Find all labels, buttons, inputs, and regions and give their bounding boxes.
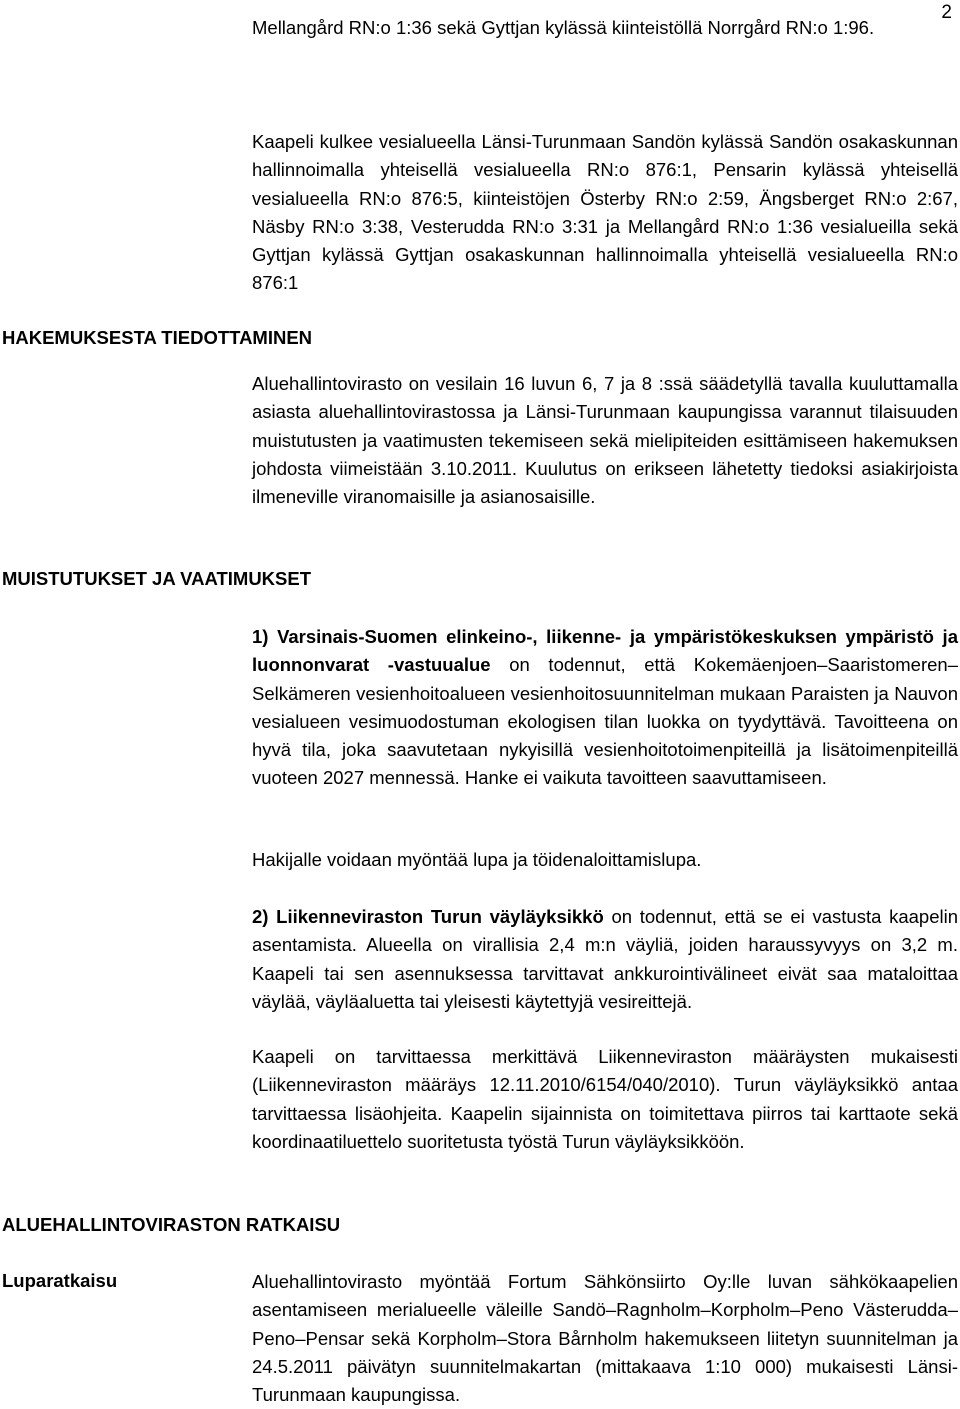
decision-subheading: Luparatkaisu	[2, 1270, 118, 1291]
remarks-heading: MUISTUTUKSET JA VAATIMUKSET	[2, 568, 312, 589]
remark-item-1-title: 1) Varsinais-Suomen elinkeino-, liikenne- ja ympäristökeskuksen ympäristö ja luonnonvarat -vastuualue	[252, 626, 958, 676]
remark-item-2	[252, 903, 958, 1016]
remark-item-2-text: on todennut, että se ei vastusta kaapelin asentamista. Alueella on virallisia 2,4 m:n väyliä, joiden haraussyvyys on 3,2 m. Kaapeli tai sen asennuksessa tarvittavat ankkurointivälineet eivät saa mataloittaa väylää, väyläaluetta tai yleisesti käytettyjä vesireittejä.	[252, 906, 959, 1012]
remark-item-1-text: on todennut, että Kokemäenjoen–Saaristomeren–Selkämeren vesienhoitoalueen vesienhoitosuunnitelman mukaan Paraisten ja Nauvon vesialueen vesimuodostuman ekologisen tilan luokka on tyydyttävä. Tavoitteena on hyvä tila, joka saavutetaan nykyisillä vesienhoitotoimenpiteillä ja lisätoimenpiteillä vuoteen 2027 mennessä. Hanke ei vaikuta tavoitteen saavuttamiseen.	[252, 654, 958, 789]
page-number: 2	[941, 2, 952, 23]
remark-item-2-followup: Kaapeli on tarvittaessa merkittävä Liikenneviraston määräysten mukaisesti (Liikenneviraston määräys 12.11.2010/6154/040/2010). Turun väyläyksikkö antaa tarvittaessa lisäohjeita. Kaapelin sijainnista on toimitettava piirros tai karttaote sekä koordinaatiluettelo suoritetusta työstä Turun väyläyksikköön.	[252, 1046, 958, 1152]
remark-item-1-conclusion: Hakijalle voidaan myöntää lupa ja töidenaloittamislupa.	[252, 849, 702, 870]
remark-item-1	[252, 623, 958, 793]
remark-item-2-title: 2) Liikenneviraston Turun väyläyksikkö	[252, 906, 604, 927]
notification-heading: HAKEMUKSESTA TIEDOTTAMINEN	[2, 327, 313, 348]
notification-paragraph: Aluehallintovirasto on vesilain 16 luvun 6, 7 ja 8 :ssä säädetyllä tavalla kuuluttamalla asiasta aluehallintovirastossa ja Länsi-Turunmaan kaupungissa varannut tilaisuuden muistutusten ja vaatimusten tekemiseen sekä mielipiteiden esittämiseen hakemuksen johdosta viimeistään 3.10.2011. Kuulutus on erikseen lähetetty tiedoksi asiakirjoista ilmeneville viranomaisille ja asianosaisille.	[252, 373, 958, 508]
intro-location-paragraph: Mellangård RN:o 1:36 sekä Gyttjan kylässä kiinteistöllä Norrgård RN:o 1:96.	[252, 17, 875, 38]
decision-paragraph: Aluehallintovirasto myöntää Fortum Sähkönsiirto Oy:lle luvan sähkökaapelien asentamiseen merialueelle väleille Sandö–Ragnholm–Korpholm–Peno Västerudda–Peno–Pensar sekä Korpholm–Stora Bårnholm hakemukseen liitetyn suunnitelman ja 24.5.2011 päivätyn suunnitelmakartan (mittakaava 1:10 000) mukaisesti Länsi-Turunmaan kaupungissa.	[252, 1271, 958, 1406]
intro-cable-paragraph: Kaapeli kulkee vesialueella Länsi-Turunmaan Sandön kylässä Sandön osakaskunnan hallinnoimalla yhteisellä vesialueella RN:o 876:1, Pensarin kylässä yhteisellä vesialueella RN:o 876:5, kiinteistöjen Österby RN:o 2:59, Ängsberget RN:o 2:67, Näsby RN:o 3:38, Vesterudda RN:o 3:31 ja Mellangård RN:o 1:36 vesialueilla sekä Gyttjan kylässä Gyttjan osakaskunnan hallinnoimalla yhteisellä vesialueella RN:o 876:1	[252, 131, 958, 294]
decision-heading: ALUEHALLINTOVIRASTON RATKAISU	[2, 1214, 341, 1235]
